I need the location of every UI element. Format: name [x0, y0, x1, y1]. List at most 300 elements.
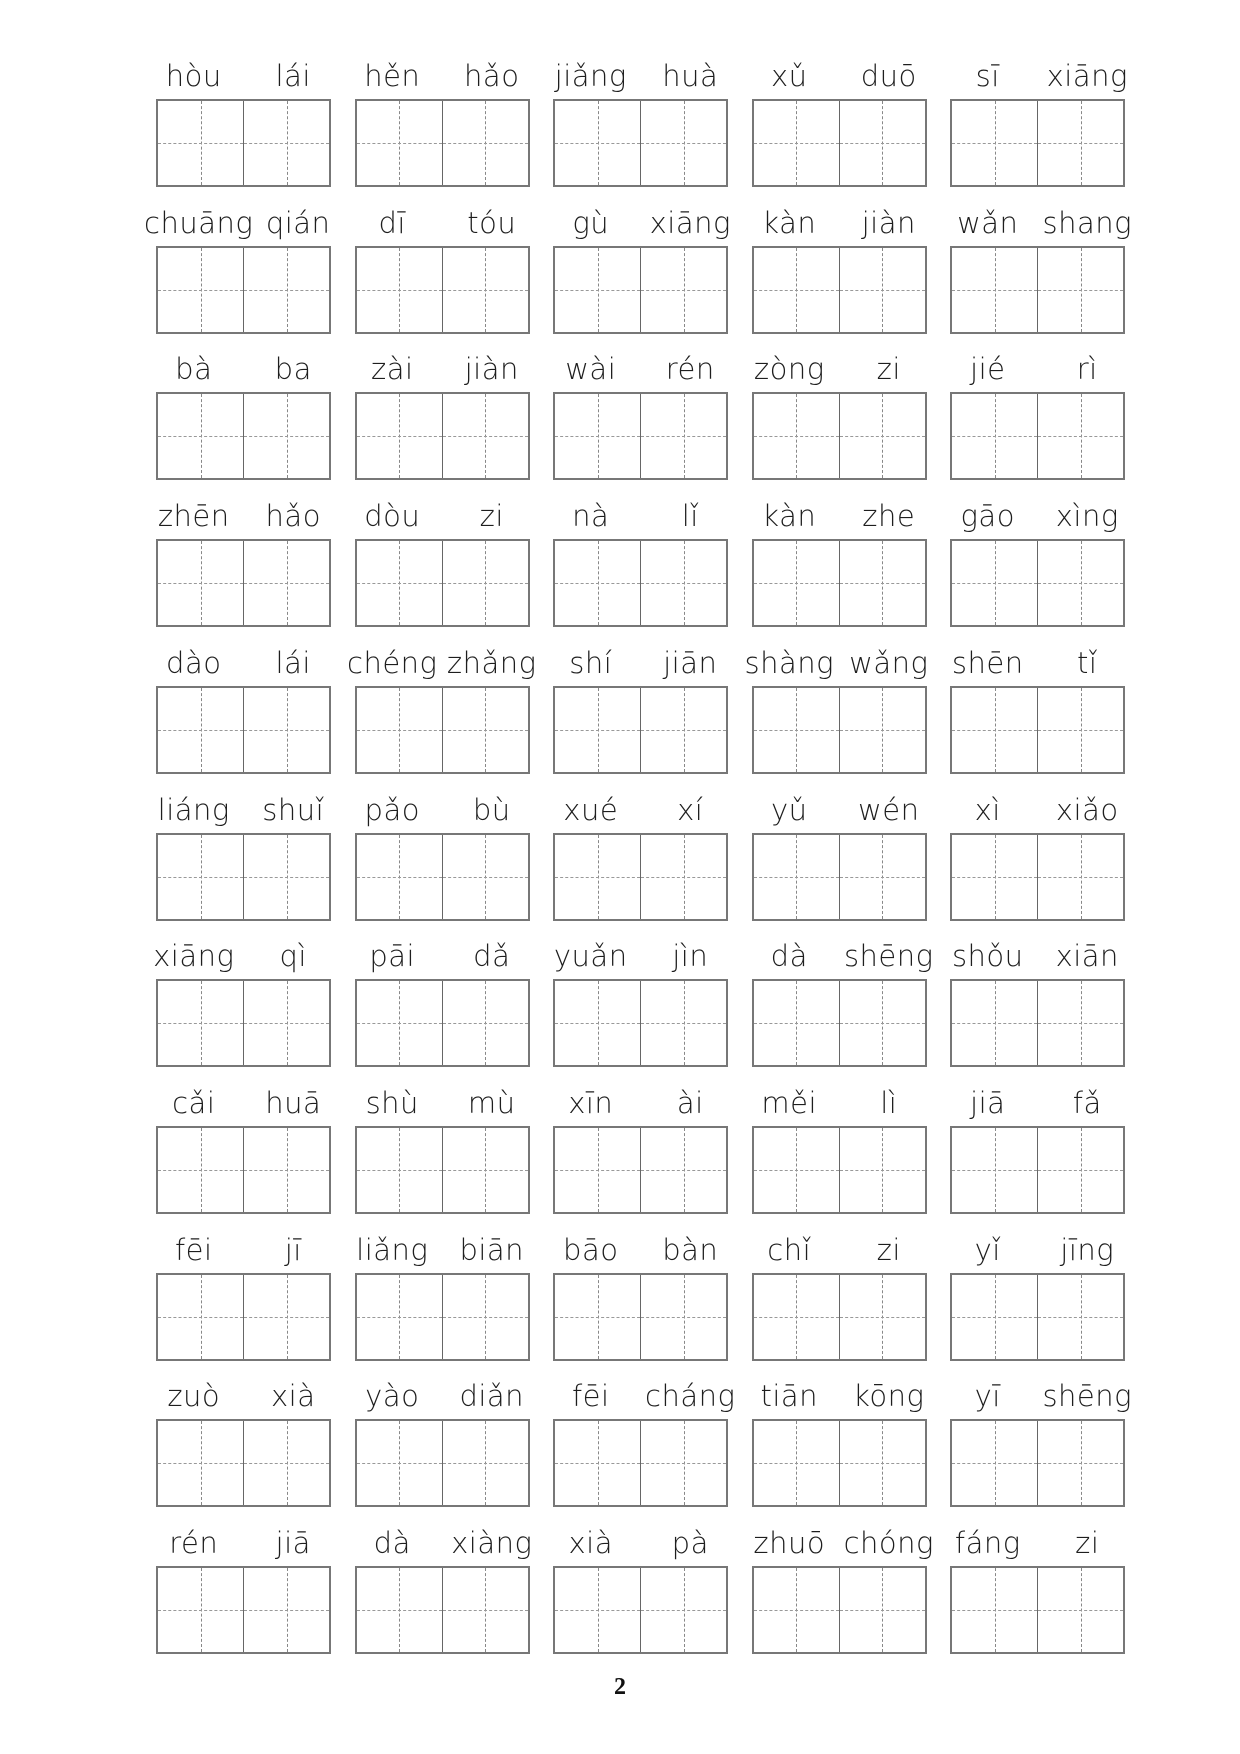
- character-writing-cell[interactable]: [442, 394, 528, 478]
- character-writing-cell[interactable]: [442, 981, 528, 1065]
- character-writing-cell[interactable]: [243, 541, 329, 625]
- pinyin-syllable: kàn: [762, 205, 817, 240]
- character-writing-cell[interactable]: [442, 248, 528, 332]
- character-writing-cell[interactable]: [952, 394, 1037, 478]
- pinyin-label: [938, 936, 1137, 976]
- pinyin-syllable: wǎn: [957, 205, 1019, 240]
- pinyin-syllable: liǎng: [356, 1232, 429, 1267]
- character-writing-cell[interactable]: [158, 541, 243, 625]
- pinyin-syllable: cǎi: [172, 1085, 216, 1120]
- pinyin-syllable: zi: [479, 499, 504, 534]
- pinyin-label: [938, 1083, 1137, 1123]
- tianzige-writing-grid: [355, 979, 530, 1067]
- word-item: [950, 56, 1128, 186]
- tianzige-writing-grid: [752, 392, 927, 480]
- pinyin-label: [740, 56, 939, 96]
- word-item: [156, 1083, 331, 1213]
- word-item: [553, 56, 728, 186]
- character-writing-cell[interactable]: [754, 1275, 839, 1359]
- character-writing-cell[interactable]: [555, 1568, 640, 1652]
- pinyin-syllable: shēn: [951, 645, 1024, 680]
- pinyin-syllable: dī: [378, 205, 406, 240]
- character-writing-cell[interactable]: [158, 101, 243, 185]
- character-writing-cell[interactable]: [1037, 1275, 1123, 1359]
- character-writing-cell[interactable]: [640, 1128, 726, 1212]
- character-writing-cell[interactable]: [1037, 1568, 1123, 1652]
- word-item: [752, 496, 927, 626]
- character-writing-cell[interactable]: [952, 835, 1037, 919]
- character-writing-cell[interactable]: [754, 688, 839, 772]
- tianzige-writing-grid: [950, 1566, 1125, 1654]
- word-item: [553, 936, 728, 1066]
- pinyin-label: [740, 1083, 939, 1123]
- character-writing-cell[interactable]: [1037, 101, 1123, 185]
- character-writing-cell[interactable]: [754, 1568, 839, 1652]
- tianzige-writing-grid: [950, 392, 1125, 480]
- pinyin-syllable: hǎo: [464, 59, 520, 93]
- pinyin-label: [541, 203, 740, 243]
- character-writing-cell[interactable]: [1037, 248, 1123, 332]
- character-writing-cell[interactable]: [754, 248, 839, 332]
- tianzige-writing-grid: [950, 1419, 1125, 1507]
- word-item: [144, 203, 331, 333]
- pinyin-label: [144, 496, 343, 536]
- word-item: [752, 203, 927, 333]
- character-writing-cell[interactable]: [442, 1275, 528, 1359]
- character-writing-cell[interactable]: [243, 248, 329, 332]
- character-writing-cell[interactable]: [357, 835, 442, 919]
- pinyin-syllable: duō: [860, 59, 917, 93]
- pinyin-syllable: jiā: [275, 1526, 311, 1560]
- character-writing-cell[interactable]: [952, 1275, 1037, 1359]
- pinyin-label: [343, 1083, 542, 1123]
- tianzige-writing-grid: [156, 539, 331, 627]
- pinyin-syllable: shang: [1042, 205, 1133, 240]
- character-writing-cell[interactable]: [839, 1128, 925, 1212]
- pinyin-syllable: qián: [265, 205, 331, 240]
- pinyin-label: [144, 1230, 343, 1270]
- word-item: [950, 1230, 1125, 1360]
- pinyin-syllable: shuǐ: [262, 792, 325, 827]
- pinyin-syllable: fēi: [571, 1379, 610, 1414]
- character-writing-cell[interactable]: [952, 1128, 1037, 1212]
- character-writing-cell[interactable]: [952, 248, 1037, 332]
- pinyin-syllable: yào: [365, 1379, 420, 1414]
- character-writing-cell[interactable]: [640, 394, 726, 478]
- pinyin-syllable: wén: [858, 792, 920, 827]
- pinyin-syllable: huà: [662, 59, 719, 93]
- tianzige-writing-grid: [156, 686, 331, 774]
- character-writing-cell[interactable]: [158, 1275, 243, 1359]
- pinyin-label: [740, 1376, 939, 1416]
- character-writing-cell[interactable]: [158, 835, 243, 919]
- word-item: [553, 349, 728, 479]
- pinyin-syllable: xìng: [1055, 499, 1119, 534]
- tianzige-writing-grid: [156, 1419, 331, 1507]
- tianzige-writing-grid: [553, 246, 728, 334]
- pinyin-syllable: zi: [876, 352, 901, 387]
- pinyin-syllable: shù: [365, 1085, 419, 1120]
- word-item: [752, 1230, 927, 1360]
- character-writing-cell[interactable]: [952, 1421, 1037, 1505]
- character-writing-cell[interactable]: [243, 1568, 329, 1652]
- character-writing-cell[interactable]: [555, 1275, 640, 1359]
- character-writing-cell[interactable]: [1037, 981, 1123, 1065]
- pinyin-syllable: zhe: [862, 499, 916, 534]
- pinyin-label: [938, 349, 1137, 389]
- tianzige-writing-grid: [752, 539, 927, 627]
- character-writing-cell[interactable]: [952, 1568, 1037, 1652]
- pinyin-syllable: yī: [974, 1379, 1001, 1414]
- pinyin-syllable: wài: [565, 352, 617, 387]
- pinyin-label: [740, 1230, 939, 1270]
- character-writing-cell[interactable]: [1037, 1128, 1123, 1212]
- word-item: [752, 1083, 927, 1213]
- pinyin-syllable: sī: [975, 59, 1000, 93]
- character-writing-cell[interactable]: [357, 541, 442, 625]
- pinyin-syllable: dào: [166, 645, 222, 680]
- pinyin-syllable: ba: [274, 352, 312, 387]
- pinyin-syllable: hǎo: [265, 499, 321, 534]
- pinyin-syllable: cháng: [645, 1379, 736, 1414]
- pinyin-syllable: xià: [568, 1526, 613, 1560]
- character-writing-cell[interactable]: [555, 1421, 640, 1505]
- character-writing-cell[interactable]: [243, 1128, 329, 1212]
- word-item: [553, 496, 728, 626]
- character-writing-cell[interactable]: [357, 1421, 442, 1505]
- tianzige-writing-grid: [752, 833, 927, 921]
- character-writing-cell[interactable]: [555, 835, 640, 919]
- character-writing-cell[interactable]: [839, 1421, 925, 1505]
- character-writing-cell[interactable]: [555, 1128, 640, 1212]
- character-writing-cell[interactable]: [555, 394, 640, 478]
- tianzige-writing-grid: [553, 1566, 728, 1654]
- character-writing-cell[interactable]: [839, 394, 925, 478]
- worksheet-row: [156, 643, 1124, 773]
- pinyin-syllable: tóu: [467, 205, 517, 240]
- tianzige-writing-grid: [156, 99, 331, 187]
- pinyin-syllable: pāi: [369, 939, 416, 974]
- character-writing-cell[interactable]: [754, 835, 839, 919]
- pinyin-syllable: zhǎng: [446, 645, 537, 680]
- pinyin-label: [144, 1083, 343, 1123]
- tianzige-writing-grid: [752, 1566, 927, 1654]
- character-writing-cell[interactable]: [1037, 688, 1123, 772]
- character-writing-cell[interactable]: [839, 541, 925, 625]
- pinyin-syllable: jié: [970, 352, 1006, 387]
- word-item: [355, 496, 530, 626]
- word-item: [156, 1230, 331, 1360]
- pinyin-label: [144, 349, 343, 389]
- character-writing-cell[interactable]: [442, 541, 528, 625]
- pinyin-syllable: diǎn: [459, 1379, 525, 1414]
- character-writing-cell[interactable]: [243, 835, 329, 919]
- character-writing-cell[interactable]: [158, 688, 243, 772]
- pinyin-syllable: lì: [880, 1085, 898, 1120]
- pinyin-syllable: xiàng: [451, 1526, 533, 1560]
- character-writing-cell[interactable]: [158, 248, 243, 332]
- pinyin-label: [541, 496, 740, 536]
- character-writing-cell[interactable]: [839, 248, 925, 332]
- tianzige-writing-grid: [752, 246, 927, 334]
- character-writing-cell[interactable]: [243, 1421, 329, 1505]
- character-writing-cell[interactable]: [952, 981, 1037, 1065]
- character-writing-cell[interactable]: [357, 981, 442, 1065]
- character-writing-cell[interactable]: [158, 394, 243, 478]
- pinyin-label: [144, 936, 343, 976]
- character-writing-cell[interactable]: [357, 688, 442, 772]
- pinyin-label: [938, 1230, 1137, 1270]
- tianzige-writing-grid: [950, 979, 1125, 1067]
- tianzige-writing-grid: [950, 539, 1125, 627]
- pinyin-syllable: xiāng: [649, 205, 731, 240]
- character-writing-cell[interactable]: [442, 1421, 528, 1505]
- pinyin-label: [938, 56, 1137, 96]
- character-writing-cell[interactable]: [555, 101, 640, 185]
- pinyin-syllable: chéng: [347, 645, 438, 680]
- tianzige-writing-grid: [950, 99, 1125, 187]
- word-item: [355, 1083, 530, 1213]
- pinyin-syllable: rì: [1076, 352, 1098, 387]
- word-item: [156, 56, 331, 186]
- tianzige-writing-grid: [355, 392, 530, 480]
- pinyin-label: [740, 936, 939, 976]
- word-item: [950, 643, 1125, 773]
- pinyin-syllable: shēng: [1042, 1379, 1133, 1414]
- character-writing-cell[interactable]: [839, 101, 925, 185]
- word-item: [744, 643, 929, 773]
- pinyin-syllable: hěn: [364, 59, 421, 93]
- tianzige-writing-grid: [355, 1273, 530, 1361]
- pinyin-label: [740, 1523, 939, 1563]
- word-item: [355, 203, 530, 333]
- pinyin-label: [541, 56, 740, 96]
- word-item: [950, 1523, 1125, 1653]
- pinyin-syllable: zi: [1075, 1526, 1100, 1560]
- character-writing-cell[interactable]: [158, 1128, 243, 1212]
- pinyin-syllable: fáng: [954, 1526, 1021, 1560]
- pinyin-syllable: xué: [563, 792, 619, 827]
- pinyin-label: [740, 643, 939, 683]
- pinyin-label: [343, 1376, 542, 1416]
- page-number: 2: [614, 1674, 626, 1700]
- pinyin-label: [938, 496, 1137, 536]
- character-writing-cell[interactable]: [839, 1275, 925, 1359]
- character-writing-cell[interactable]: [640, 1275, 726, 1359]
- word-item: [950, 790, 1125, 920]
- character-writing-cell[interactable]: [952, 541, 1037, 625]
- worksheet-row: [144, 203, 1133, 333]
- pinyin-syllable: yǐ: [974, 1232, 1001, 1267]
- character-writing-cell[interactable]: [442, 688, 528, 772]
- word-item: [553, 790, 728, 920]
- word-item: [752, 790, 927, 920]
- character-writing-cell[interactable]: [442, 835, 528, 919]
- character-writing-cell[interactable]: [357, 394, 442, 478]
- pinyin-syllable: chóng: [843, 1526, 934, 1560]
- pinyin-label: [343, 1230, 542, 1270]
- word-item: [752, 56, 927, 186]
- character-writing-cell[interactable]: [640, 981, 726, 1065]
- pinyin-label: [740, 203, 939, 243]
- character-writing-cell[interactable]: [357, 1128, 442, 1212]
- pinyin-syllable: pǎo: [364, 792, 420, 827]
- pinyin-syllable: hòu: [165, 59, 222, 93]
- character-writing-cell[interactable]: [555, 981, 640, 1065]
- character-writing-cell[interactable]: [640, 1421, 726, 1505]
- tianzige-writing-grid: [156, 1566, 331, 1654]
- pinyin-syllable: zhēn: [157, 499, 230, 534]
- character-writing-cell[interactable]: [754, 1128, 839, 1212]
- character-writing-cell[interactable]: [839, 688, 925, 772]
- character-writing-cell[interactable]: [555, 541, 640, 625]
- worksheet-row: [156, 1083, 1124, 1213]
- tianzige-writing-grid: [156, 979, 331, 1067]
- worksheet-row: [156, 1230, 1124, 1360]
- tianzige-writing-grid: [553, 1419, 728, 1507]
- pinyin-syllable: shàng: [744, 645, 835, 680]
- character-writing-cell[interactable]: [1037, 394, 1123, 478]
- character-writing-cell[interactable]: [442, 1568, 528, 1652]
- word-item: [347, 643, 537, 773]
- word-item: [553, 1523, 728, 1653]
- tianzige-writing-grid: [553, 99, 728, 187]
- tianzige-writing-grid: [553, 392, 728, 480]
- pinyin-label: [343, 349, 542, 389]
- character-writing-cell[interactable]: [243, 981, 329, 1065]
- pinyin-label: [343, 643, 542, 683]
- pinyin-label: [938, 1376, 1137, 1416]
- pinyin-syllable: tiān: [760, 1379, 819, 1414]
- tianzige-writing-grid: [156, 392, 331, 480]
- character-writing-cell[interactable]: [357, 248, 442, 332]
- tianzige-writing-grid: [752, 1419, 927, 1507]
- character-writing-cell[interactable]: [357, 1568, 442, 1652]
- word-item: [355, 936, 530, 1066]
- character-writing-cell[interactable]: [442, 101, 528, 185]
- character-writing-cell[interactable]: [243, 101, 329, 185]
- pinyin-syllable: bù: [472, 792, 511, 827]
- pinyin-syllable: zài: [370, 352, 414, 387]
- character-writing-cell[interactable]: [243, 688, 329, 772]
- word-item: [355, 56, 530, 186]
- character-writing-cell[interactable]: [640, 248, 726, 332]
- tianzige-writing-grid: [156, 246, 331, 334]
- pinyin-syllable: yǔ: [770, 792, 808, 827]
- character-writing-cell[interactable]: [357, 101, 442, 185]
- word-item: [553, 1083, 728, 1213]
- pinyin-syllable: pà: [671, 1526, 709, 1560]
- worksheet-row: [156, 496, 1124, 626]
- character-writing-cell[interactable]: [442, 1128, 528, 1212]
- tianzige-writing-grid: [355, 1419, 530, 1507]
- word-item: [553, 1376, 736, 1506]
- character-writing-cell[interactable]: [839, 835, 925, 919]
- tianzige-writing-grid: [355, 686, 530, 774]
- character-writing-cell[interactable]: [640, 101, 726, 185]
- character-writing-cell[interactable]: [640, 835, 726, 919]
- worksheet-row: [156, 790, 1124, 920]
- character-writing-cell[interactable]: [754, 1421, 839, 1505]
- pinyin-syllable: jiān: [663, 645, 718, 680]
- pinyin-label: [144, 1523, 343, 1563]
- character-writing-cell[interactable]: [1037, 835, 1123, 919]
- tianzige-writing-grid: [355, 99, 530, 187]
- pinyin-syllable: chǐ: [767, 1232, 812, 1267]
- pinyin-syllable: kōng: [853, 1379, 925, 1414]
- tianzige-writing-grid: [355, 1566, 530, 1654]
- character-writing-cell[interactable]: [1037, 1421, 1123, 1505]
- character-writing-cell[interactable]: [640, 688, 726, 772]
- pinyin-label: [541, 1083, 740, 1123]
- word-item: [355, 1230, 530, 1360]
- pinyin-syllable: zòng: [753, 352, 825, 387]
- word-item: [950, 936, 1125, 1066]
- tianzige-writing-grid: [355, 1126, 530, 1214]
- character-writing-cell[interactable]: [555, 688, 640, 772]
- tianzige-writing-grid: [355, 833, 530, 921]
- worksheet-row: [153, 936, 1124, 1066]
- character-writing-cell[interactable]: [952, 101, 1037, 185]
- character-writing-cell[interactable]: [158, 1568, 243, 1652]
- character-writing-cell[interactable]: [754, 394, 839, 478]
- character-writing-cell[interactable]: [640, 1568, 726, 1652]
- pinyin-syllable: bà: [175, 352, 213, 387]
- word-item: [553, 203, 731, 333]
- pinyin-syllable: rén: [665, 352, 715, 387]
- worksheet-row: [156, 1376, 1133, 1506]
- pinyin-syllable: lǐ: [681, 499, 699, 534]
- pinyin-syllable: zhuō: [753, 1526, 826, 1560]
- pinyin-syllable: yuǎn: [553, 939, 628, 974]
- pinyin-label: [740, 496, 939, 536]
- pinyin-label: [144, 203, 343, 243]
- character-writing-cell[interactable]: [754, 981, 839, 1065]
- tianzige-writing-grid: [752, 1126, 927, 1214]
- pinyin-label: [938, 643, 1137, 683]
- pinyin-syllable: jiàn: [464, 352, 519, 387]
- tianzige-writing-grid: [950, 1273, 1125, 1361]
- tianzige-writing-grid: [156, 833, 331, 921]
- character-writing-cell[interactable]: [754, 101, 839, 185]
- word-item: [950, 203, 1133, 333]
- character-writing-cell[interactable]: [754, 541, 839, 625]
- pinyin-syllable: lái: [275, 59, 311, 93]
- tianzige-writing-grid: [752, 99, 927, 187]
- character-writing-cell[interactable]: [555, 248, 640, 332]
- character-writing-cell[interactable]: [158, 981, 243, 1065]
- character-writing-cell[interactable]: [640, 541, 726, 625]
- character-writing-cell[interactable]: [243, 394, 329, 478]
- character-writing-cell[interactable]: [243, 1275, 329, 1359]
- pinyin-label: [343, 936, 542, 976]
- word-item: [752, 1523, 934, 1653]
- character-writing-cell[interactable]: [952, 688, 1037, 772]
- character-writing-cell[interactable]: [839, 1568, 925, 1652]
- pinyin-syllable: xiǎo: [1055, 792, 1119, 827]
- pinyin-label: [740, 349, 939, 389]
- word-item: [156, 790, 331, 920]
- character-writing-cell[interactable]: [839, 981, 925, 1065]
- pinyin-syllable: jiàn: [861, 205, 916, 240]
- character-writing-cell[interactable]: [158, 1421, 243, 1505]
- tianzige-writing-grid: [553, 686, 728, 774]
- character-writing-cell[interactable]: [357, 1275, 442, 1359]
- word-item: [156, 643, 331, 773]
- character-writing-cell[interactable]: [1037, 541, 1123, 625]
- tianzige-writing-grid: [156, 1273, 331, 1361]
- word-item: [950, 1376, 1133, 1506]
